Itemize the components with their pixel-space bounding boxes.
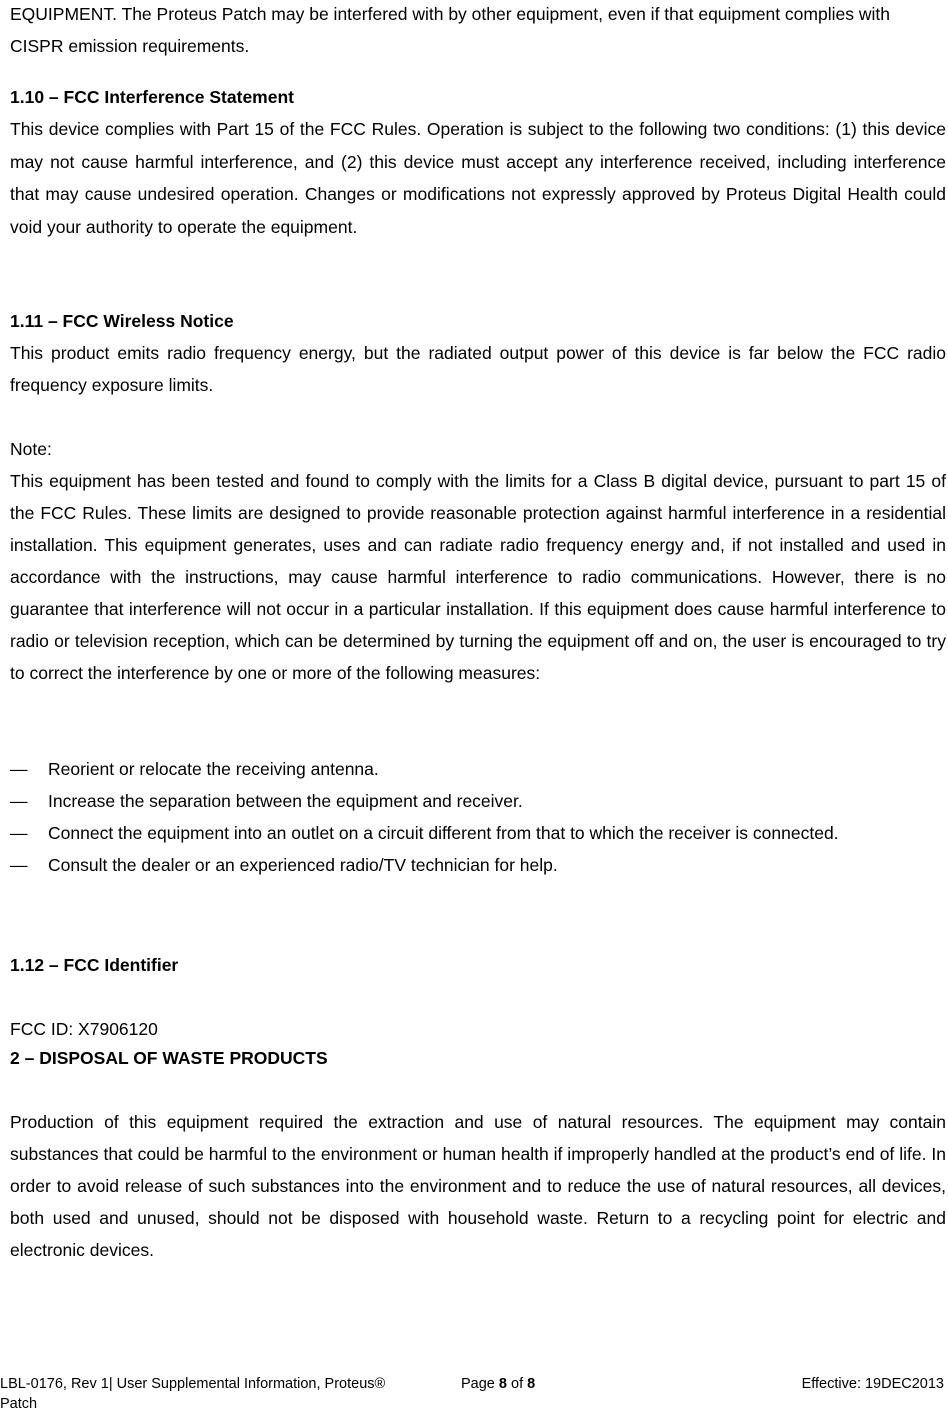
section-2-body: Production of this equipment required the extraction and use of natural resources. The equipment may contain substances that could be harmful to the environment or human health if improperly handled at the product’s end of life. In order to avoid release of such substances into the environment and to reduce the use of natural resources, all devices, both used and unused, should not be disposed with household waste. Return to a recycling point for electric and electronic devices. [10, 1112, 946, 1260]
note-label: Note: [10, 439, 52, 459]
dash-bullet: — [10, 759, 28, 779]
list-item: — Increase the separation between the equipment and receiver. [10, 785, 946, 817]
section-1-11-heading: 1.11 – FCC Wireless Notice [10, 311, 234, 331]
footer-doc-info: LBL-0176, Rev 1| User Supplemental Information, Proteus® Patch [0, 1376, 386, 1412]
section-1-10-heading: 1.10 – FCC Interference Statement [10, 87, 294, 107]
section-1-12-heading: 1.12 – FCC Identifier [10, 955, 179, 975]
note-body: This equipment has been tested and found to comply with the limits for a Class B digital device, pursuant to part 15 of the FCC Rules. These limits are designed to provide reasonable protection against harmful interference in a residential installation. This equipment generates, uses and can radiate radio frequency energy and, if not installed and used in accordance with the instructions, may cause harmful interference to radio communications. However, there is no guarantee that interference will not occur in a particular installation. If this equipment does cause harmful interference to radio or television reception, which can be determined by turning the equipment off and on, the user is encouraged to try to correct the interference by one or more of the following measures: [10, 471, 946, 683]
dash-bullet: — [10, 791, 28, 811]
dash-bullet: — [10, 823, 28, 843]
footer-page-number: Page 8 of 8 [461, 1376, 536, 1392]
section-1-10-body: This device complies with Part 15 of the FCC Rules. Operation is subject to the following two conditions: (1) this device may not cause harmful interference, and (2) this device must accept any interference received, including interference that may cause undesired operation. Changes or modifications not expressly approved by Proteus Digital Health could void your authority to operate the equipment. [10, 119, 946, 237]
dash-bullet: — [10, 855, 28, 875]
intro-paragraph: EQUIPMENT. The Proteus Patch may be interfered with by other equipment, even if that equipment complies with CISPR emission requirements. [10, 4, 890, 56]
list-item: — Connect the equipment into an outlet on a circuit different from that to which the receiver is connected. [10, 817, 946, 849]
list-item: — Reorient or relocate the receiving antenna. [10, 753, 946, 785]
section-1-11-body: This product emits radio frequency energy, but the radiated output power of this device is far below the FCC radio frequency exposure limits. [10, 343, 946, 395]
measures-list [10, 753, 946, 881]
section-2-heading: 2 – DISPOSAL OF WASTE PRODUCTS [10, 1048, 328, 1068]
fcc-id: FCC ID: X7906120 [10, 1019, 158, 1039]
list-item: — Consult the dealer or an experienced radio/TV technician for help. [10, 849, 946, 881]
footer-effective-date: Effective: 19DEC2013 [801, 1376, 944, 1392]
